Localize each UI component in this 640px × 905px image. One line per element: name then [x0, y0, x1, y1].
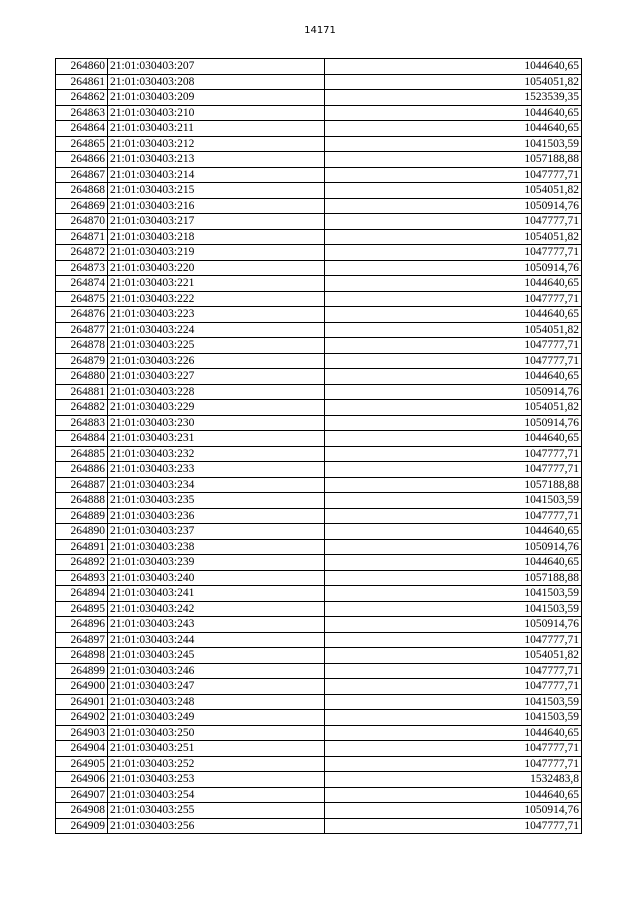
row-id-cell: 264886 — [56, 462, 108, 478]
row-id-cell: 264870 — [56, 214, 108, 230]
row-id-cell: 264890 — [56, 524, 108, 540]
table-row — [56, 229, 582, 245]
cadastral-value-cell: 1047777,71 — [325, 679, 582, 695]
cadastral-value-cell: 1523539,35 — [325, 90, 582, 106]
cadastral-number-cell: 21:01:030403:237 — [108, 524, 325, 540]
cadastral-number-cell: 21:01:030403:207 — [108, 59, 325, 75]
row-id-cell: 264863 — [56, 105, 108, 121]
row-id-cell: 264873 — [56, 260, 108, 276]
cadastral-number-cell: 21:01:030403:250 — [108, 725, 325, 741]
cadastral-value-cell: 1044640,65 — [325, 524, 582, 540]
row-id-cell: 264876 — [56, 307, 108, 323]
row-id-cell: 264869 — [56, 198, 108, 214]
cadastral-value-cell: 1047777,71 — [325, 353, 582, 369]
table-row — [56, 818, 582, 834]
row-id-cell: 264875 — [56, 291, 108, 307]
table-row — [56, 493, 582, 509]
table-row — [56, 694, 582, 710]
table-row — [56, 90, 582, 106]
table-row — [56, 198, 582, 214]
cadastral-number-cell: 21:01:030403:232 — [108, 446, 325, 462]
row-id-cell: 264881 — [56, 384, 108, 400]
cadastral-number-cell: 21:01:030403:226 — [108, 353, 325, 369]
cadastral-number-cell: 21:01:030403:238 — [108, 539, 325, 555]
row-id-cell: 264882 — [56, 400, 108, 416]
cadastral-number-cell: 21:01:030403:210 — [108, 105, 325, 121]
cadastral-number-cell: 21:01:030403:213 — [108, 152, 325, 168]
cadastral-value-cell: 1047777,71 — [325, 338, 582, 354]
table-row — [56, 152, 582, 168]
row-id-cell: 264878 — [56, 338, 108, 354]
row-id-cell: 264895 — [56, 601, 108, 617]
cadastral-number-cell: 21:01:030403:225 — [108, 338, 325, 354]
cadastral-value-cell: 1054051,82 — [325, 400, 582, 416]
cadastral-number-cell: 21:01:030403:245 — [108, 648, 325, 664]
cadastral-value-cell: 1041503,59 — [325, 601, 582, 617]
cadastral-number-cell: 21:01:030403:240 — [108, 570, 325, 586]
row-id-cell: 264896 — [56, 617, 108, 633]
cadastral-value-cell: 1041503,59 — [325, 136, 582, 152]
cadastral-value-cell: 1054051,82 — [325, 183, 582, 199]
cadastral-number-cell: 21:01:030403:236 — [108, 508, 325, 524]
table-row — [56, 415, 582, 431]
cadastral-number-cell: 21:01:030403:216 — [108, 198, 325, 214]
row-id-cell: 264887 — [56, 477, 108, 493]
table-row — [56, 291, 582, 307]
cadastral-value-cell: 1050914,76 — [325, 384, 582, 400]
row-id-cell: 264888 — [56, 493, 108, 509]
page-number: 14171 — [304, 25, 336, 36]
table-row — [56, 617, 582, 633]
cadastral-value-cell: 1054051,82 — [325, 648, 582, 664]
cadastral-number-cell: 21:01:030403:249 — [108, 710, 325, 726]
table-row — [56, 725, 582, 741]
table-row — [56, 555, 582, 571]
row-id-cell: 264909 — [56, 818, 108, 834]
cadastral-number-cell: 21:01:030403:246 — [108, 663, 325, 679]
cadastral-number-cell: 21:01:030403:222 — [108, 291, 325, 307]
cadastral-value-cell: 1057188,88 — [325, 477, 582, 493]
table-row — [56, 679, 582, 695]
cadastral-value-cell: 1057188,88 — [325, 570, 582, 586]
cadastral-value-cell: 1044640,65 — [325, 59, 582, 75]
row-id-cell: 264868 — [56, 183, 108, 199]
row-id-cell: 264892 — [56, 555, 108, 571]
cadastral-value-cell: 1044640,65 — [325, 121, 582, 137]
row-id-cell: 264879 — [56, 353, 108, 369]
row-id-cell: 264866 — [56, 152, 108, 168]
row-id-cell: 264864 — [56, 121, 108, 137]
table-row — [56, 369, 582, 385]
cadastral-number-cell: 21:01:030403:254 — [108, 787, 325, 803]
table-row — [56, 338, 582, 354]
cadastral-value-cell: 1054051,82 — [325, 229, 582, 245]
row-id-cell: 264883 — [56, 415, 108, 431]
row-id-cell: 264901 — [56, 694, 108, 710]
row-id-cell: 264861 — [56, 74, 108, 90]
row-id-cell: 264898 — [56, 648, 108, 664]
table-row — [56, 353, 582, 369]
cadastral-number-cell: 21:01:030403:244 — [108, 632, 325, 648]
cadastral-number-cell: 21:01:030403:241 — [108, 586, 325, 602]
row-id-cell: 264899 — [56, 663, 108, 679]
table-row — [56, 772, 582, 788]
cadastral-number-cell: 21:01:030403:218 — [108, 229, 325, 245]
row-id-cell: 264885 — [56, 446, 108, 462]
row-id-cell: 264900 — [56, 679, 108, 695]
table-row — [56, 183, 582, 199]
cadastral-value-cell: 1047777,71 — [325, 818, 582, 834]
cadastral-number-cell: 21:01:030403:230 — [108, 415, 325, 431]
cadastral-number-cell: 21:01:030403:227 — [108, 369, 325, 385]
cadastral-value-cell: 1047777,71 — [325, 632, 582, 648]
cadastral-number-cell: 21:01:030403:219 — [108, 245, 325, 261]
cadastral-value-table — [55, 58, 582, 834]
table-row — [56, 803, 582, 819]
table-row — [56, 307, 582, 323]
table-row — [56, 601, 582, 617]
cadastral-number-cell: 21:01:030403:251 — [108, 741, 325, 757]
cadastral-number-cell: 21:01:030403:256 — [108, 818, 325, 834]
cadastral-number-cell: 21:01:030403:209 — [108, 90, 325, 106]
table-row — [56, 400, 582, 416]
cadastral-number-cell: 21:01:030403:224 — [108, 322, 325, 338]
row-id-cell: 264907 — [56, 787, 108, 803]
cadastral-number-cell: 21:01:030403:247 — [108, 679, 325, 695]
cadastral-value-cell: 1041503,59 — [325, 493, 582, 509]
row-id-cell: 264872 — [56, 245, 108, 261]
table-row — [56, 260, 582, 276]
table-row — [56, 121, 582, 137]
cadastral-number-cell: 21:01:030403:248 — [108, 694, 325, 710]
table-row — [56, 570, 582, 586]
cadastral-value-cell: 1047777,71 — [325, 462, 582, 478]
cadastral-value-cell: 1057188,88 — [325, 152, 582, 168]
cadastral-number-cell: 21:01:030403:214 — [108, 167, 325, 183]
cadastral-number-cell: 21:01:030403:221 — [108, 276, 325, 292]
table-row — [56, 105, 582, 121]
row-id-cell: 264894 — [56, 586, 108, 602]
table-row — [56, 648, 582, 664]
cadastral-number-cell: 21:01:030403:220 — [108, 260, 325, 276]
cadastral-value-cell: 1044640,65 — [325, 276, 582, 292]
cadastral-value-cell: 1050914,76 — [325, 803, 582, 819]
cadastral-number-cell: 21:01:030403:215 — [108, 183, 325, 199]
cadastral-value-cell: 1047777,71 — [325, 741, 582, 757]
cadastral-value-cell: 1532483,8 — [325, 772, 582, 788]
row-id-cell: 264908 — [56, 803, 108, 819]
cadastral-number-cell: 21:01:030403:208 — [108, 74, 325, 90]
table-row — [56, 462, 582, 478]
cadastral-value-cell: 1047777,71 — [325, 508, 582, 524]
table-row — [56, 508, 582, 524]
cadastral-value-cell: 1050914,76 — [325, 415, 582, 431]
table-body — [56, 59, 582, 834]
cadastral-value-cell: 1047777,71 — [325, 756, 582, 772]
cadastral-number-cell: 21:01:030403:243 — [108, 617, 325, 633]
table-row — [56, 539, 582, 555]
row-id-cell: 264893 — [56, 570, 108, 586]
cadastral-number-cell: 21:01:030403:233 — [108, 462, 325, 478]
table-row — [56, 663, 582, 679]
table-row — [56, 586, 582, 602]
row-id-cell: 264904 — [56, 741, 108, 757]
cadastral-value-cell: 1044640,65 — [325, 555, 582, 571]
table-row — [56, 431, 582, 447]
table-row — [56, 384, 582, 400]
table-row — [56, 322, 582, 338]
row-id-cell: 264889 — [56, 508, 108, 524]
table-row — [56, 632, 582, 648]
row-id-cell: 264871 — [56, 229, 108, 245]
cadastral-number-cell: 21:01:030403:223 — [108, 307, 325, 323]
cadastral-value-cell: 1044640,65 — [325, 431, 582, 447]
cadastral-number-cell: 21:01:030403:242 — [108, 601, 325, 617]
cadastral-number-cell: 21:01:030403:234 — [108, 477, 325, 493]
cadastral-value-cell: 1047777,71 — [325, 245, 582, 261]
row-id-cell: 264865 — [56, 136, 108, 152]
cadastral-number-cell: 21:01:030403:252 — [108, 756, 325, 772]
table-row — [56, 741, 582, 757]
table-row — [56, 524, 582, 540]
cadastral-value-cell: 1041503,59 — [325, 710, 582, 726]
row-id-cell: 264862 — [56, 90, 108, 106]
cadastral-number-cell: 21:01:030403:253 — [108, 772, 325, 788]
row-id-cell: 264877 — [56, 322, 108, 338]
row-id-cell: 264867 — [56, 167, 108, 183]
cadastral-number-cell: 21:01:030403:231 — [108, 431, 325, 447]
row-id-cell: 264874 — [56, 276, 108, 292]
table-row — [56, 245, 582, 261]
row-id-cell: 264903 — [56, 725, 108, 741]
cadastral-value-cell: 1041503,59 — [325, 694, 582, 710]
table-row — [56, 167, 582, 183]
cadastral-value-cell: 1047777,71 — [325, 663, 582, 679]
cadastral-value-cell: 1044640,65 — [325, 369, 582, 385]
cadastral-number-cell: 21:01:030403:235 — [108, 493, 325, 509]
table-row — [56, 74, 582, 90]
cadastral-value-cell: 1041503,59 — [325, 586, 582, 602]
row-id-cell: 264880 — [56, 369, 108, 385]
row-id-cell: 264905 — [56, 756, 108, 772]
cadastral-number-cell: 21:01:030403:212 — [108, 136, 325, 152]
cadastral-value-cell: 1047777,71 — [325, 291, 582, 307]
row-id-cell: 264897 — [56, 632, 108, 648]
row-id-cell: 264902 — [56, 710, 108, 726]
cadastral-number-cell: 21:01:030403:217 — [108, 214, 325, 230]
cadastral-value-cell: 1047777,71 — [325, 167, 582, 183]
cadastral-value-cell: 1050914,76 — [325, 617, 582, 633]
cadastral-value-cell: 1050914,76 — [325, 260, 582, 276]
row-id-cell: 264884 — [56, 431, 108, 447]
cadastral-value-cell: 1044640,65 — [325, 307, 582, 323]
table-row — [56, 276, 582, 292]
row-id-cell: 264891 — [56, 539, 108, 555]
cadastral-value-cell: 1047777,71 — [325, 214, 582, 230]
cadastral-number-cell: 21:01:030403:255 — [108, 803, 325, 819]
cadastral-value-cell: 1044640,65 — [325, 725, 582, 741]
table-row — [56, 214, 582, 230]
table-row — [56, 787, 582, 803]
row-id-cell: 264860 — [56, 59, 108, 75]
table-row — [56, 710, 582, 726]
cadastral-value-cell: 1050914,76 — [325, 539, 582, 555]
cadastral-number-cell: 21:01:030403:239 — [108, 555, 325, 571]
cadastral-number-cell: 21:01:030403:211 — [108, 121, 325, 137]
cadastral-value-cell: 1050914,76 — [325, 198, 582, 214]
cadastral-value-cell: 1044640,65 — [325, 105, 582, 121]
cadastral-value-cell: 1054051,82 — [325, 322, 582, 338]
cadastral-value-cell: 1044640,65 — [325, 787, 582, 803]
table-row — [56, 756, 582, 772]
row-id-cell: 264906 — [56, 772, 108, 788]
table-row — [56, 136, 582, 152]
table-row — [56, 446, 582, 462]
cadastral-number-cell: 21:01:030403:228 — [108, 384, 325, 400]
table-row — [56, 59, 582, 75]
cadastral-value-cell: 1047777,71 — [325, 446, 582, 462]
cadastral-value-cell: 1054051,82 — [325, 74, 582, 90]
table-row — [56, 477, 582, 493]
cadastral-number-cell: 21:01:030403:229 — [108, 400, 325, 416]
